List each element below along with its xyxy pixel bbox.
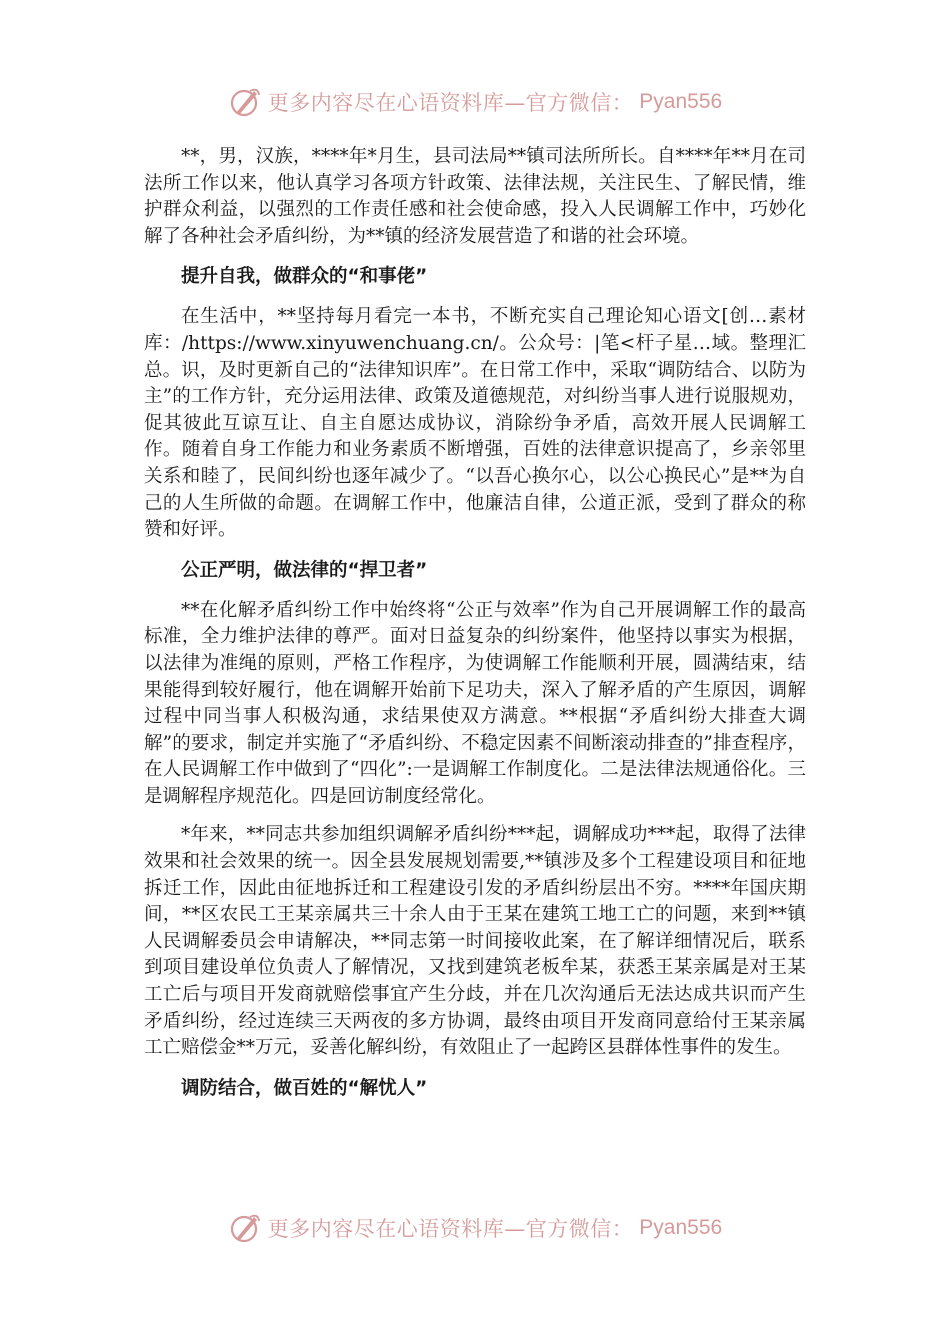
watermark-header — [0, 80, 950, 124]
paragraph-fairness: **在化解矛盾纠纷工作中始终将“公正与效率”作为自己开展调解工作的最高标准，全力维护法律的尊严。面对日益复杂的纠纷案件，他坚持以事实为根据，以法律为准绳的原则，严格工作程序，为使调解工作能顺利开展，圆满结束，结果能得到较好履行，他在调解开始前下足功夫，深入了解矛盾的产生原因，调解过程中同当事人积极沟通，求结果使双方满意。**根据“矛盾纠纷大排查大调解”的要求，制定并实施了“矛盾纠纷、不稳定因素不间断滚动排查的”排查程序，在人民调解工作中做到了“四化”:一是调解工作制度化。二是法律法规通俗化。三是调解程序规范化。四是回访制度经常化。 — [144, 599, 806, 807]
section-heading-1: 提升自我，做群众的“和事佬” — [181, 266, 428, 288]
paragraph-case-record: *年来，**同志共参加组织调解矛盾纠纷***起，调解成功***起，取得了法律效果和社会效果的统一。因全县发展规划需要,**镇涉及多个工程建设项目和征地拆迁工作，因此由征地拆迁和工程建设引发的矛盾纠纷层出不穷。****年国庆期间，**区农民工王某亲属共三十余人由于王某在建筑工地工亡的问题，来到**镇人民调解委员会申请解决，**同志第一时间接收此案，在了解详细情况后，联系到项目建设单位负责人了解情况，又找到建筑老板牟某，获悉王某亲属是对王某工亡后与项目开发商就赔偿事宜产生分歧，并在几次沟通后无法达成共识而产生矛盾纠纷，经过连续三天两夜的多方协调，最终由项目开发商同意给付王某亲属工亡赔偿金**万元，妥善化解纠纷，有效阻止了一起跨区县群体性事件的发生。 — [144, 824, 806, 1059]
document-body — [144, 144, 806, 1116]
paragraph-intro: **，男，汉族，****年*月生，县司法局**镇司法所所长。自****年**月在司法所工作以来，他认真学习各项方针政策、法律法规，关注民生、了解民情，维护群众利益，以强烈的工作责任感和社会使命感，投入人民调解工作中，巧妙化解了各种社会矛盾纠纷，为**镇的经济发展营造了和谐的社会环境。 — [144, 146, 806, 247]
watermark-footer — [0, 1206, 950, 1250]
quill-logo-icon — [228, 1211, 262, 1245]
paragraph-self-improvement: 在生活中，**坚持每月看完一本书，不断充实自己理论知心语文[创…素材库：/https://www.xinyuwenchuang.cn/。公众号：|笔<杆子星…域。整理汇总。识，及时更新自己的“法律知识库”。在日常工作中，采取“调防结合、以防为主”的工作方针，充分运用法律、政策及道德规范，对纠纷当事人进行说服规劝，促其彼此互谅互让、自主自愿达成协议，消除纷争矛盾，高效开展人民调解工作。随着自身工作能力和业务素质不断增强，百姓的法律意识提高了，乡亲邻里关系和睦了，民间纠纷也逐年减少了。“以吾心换尔心，以公心换民心”是**为自己的人生所做的命题。在调解工作中，他廉洁自律，公道正派，受到了群众的称赞和好评。 — [144, 306, 806, 541]
section-heading-2: 公正严明，做法律的“捍卫者” — [181, 559, 428, 581]
watermark-wechat-id: Pyan556 — [639, 1216, 723, 1239]
quill-logo-icon — [228, 85, 262, 119]
watermark-wechat-id: Pyan556 — [639, 90, 723, 113]
watermark-label: 更多内容尽在心语资料库—官方微信： — [267, 1217, 634, 1241]
section-heading-3: 调防结合，做百姓的“解忧人” — [181, 1077, 428, 1099]
watermark-label: 更多内容尽在心语资料库—官方微信： — [267, 91, 634, 115]
